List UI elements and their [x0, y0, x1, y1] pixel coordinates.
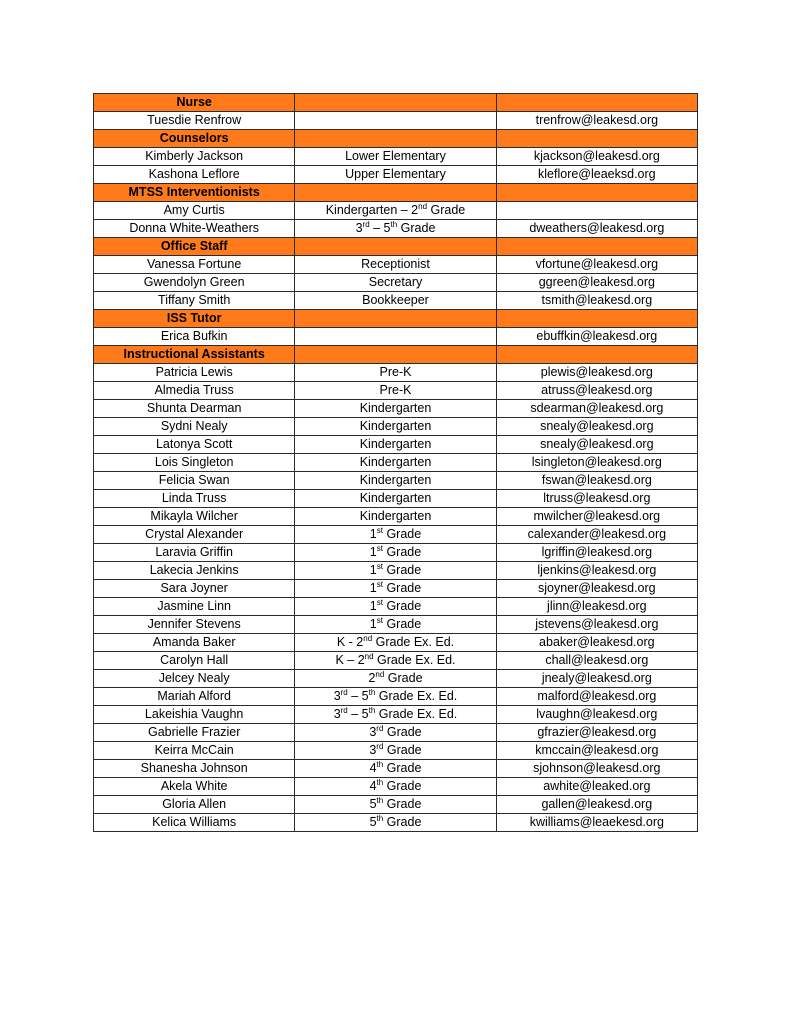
staff-role-cell: Secretary — [295, 274, 496, 292]
staff-role-cell: 1st Grade — [295, 598, 496, 616]
staff-name-cell: Crystal Alexander — [94, 526, 295, 544]
staff-email-cell: jlinn@leakesd.org — [496, 598, 697, 616]
table-row — [94, 418, 698, 436]
staff-role-cell: K - 2nd Grade Ex. Ed. — [295, 634, 496, 652]
staff-role-cell: 5th Grade — [295, 814, 496, 832]
staff-email-cell: abaker@leakesd.org — [496, 634, 697, 652]
table-row — [94, 724, 698, 742]
staff-name-cell: Vanessa Fortune — [94, 256, 295, 274]
ordinal-suffix: th — [368, 705, 376, 715]
table-row — [94, 382, 698, 400]
ordinal-suffix: rd — [340, 687, 348, 697]
ordinal-suffix: rd — [376, 741, 384, 751]
section-title: Instructional Assistants — [94, 346, 295, 364]
section-blank-cell — [496, 346, 697, 364]
staff-name-cell: Jasmine Linn — [94, 598, 295, 616]
staff-email-cell: lsingleton@leakesd.org — [496, 454, 697, 472]
staff-email-cell: snealy@leakesd.org — [496, 418, 697, 436]
ordinal-suffix: nd — [418, 201, 428, 211]
table-row — [94, 166, 698, 184]
staff-role-cell: Kindergarten — [295, 454, 496, 472]
staff-name-cell: Jelcey Nealy — [94, 670, 295, 688]
staff-name-cell: Lakecia Jenkins — [94, 562, 295, 580]
table-row — [94, 400, 698, 418]
ordinal-suffix: rd — [376, 723, 384, 733]
staff-role-cell: 2nd Grade — [295, 670, 496, 688]
staff-name-cell: Erica Bufkin — [94, 328, 295, 346]
staff-email-cell: dweathers@leakesd.org — [496, 220, 697, 238]
section-blank-cell — [496, 94, 697, 112]
staff-email-cell: plewis@leakesd.org — [496, 364, 697, 382]
staff-role-cell: 1st Grade — [295, 562, 496, 580]
section-title: Counselors — [94, 130, 295, 148]
ordinal-suffix: th — [376, 759, 384, 769]
staff-name-cell: Shunta Dearman — [94, 400, 295, 418]
staff-name-cell: Shanesha Johnson — [94, 760, 295, 778]
staff-name-cell: Gwendolyn Green — [94, 274, 295, 292]
ordinal-suffix: th — [376, 777, 384, 787]
ordinal-suffix: st — [376, 579, 383, 589]
staff-name-cell: Amanda Baker — [94, 634, 295, 652]
staff-role-cell: 1st Grade — [295, 616, 496, 634]
section-title: ISS Tutor — [94, 310, 295, 328]
table-row — [94, 292, 698, 310]
table-row — [94, 616, 698, 634]
staff-role-cell: Kindergarten — [295, 508, 496, 526]
staff-name-cell: Donna White-Weathers — [94, 220, 295, 238]
staff-role-cell: K – 2nd Grade Ex. Ed. — [295, 652, 496, 670]
ordinal-suffix: nd — [364, 651, 374, 661]
staff-name-cell: Carolyn Hall — [94, 652, 295, 670]
ordinal-suffix: nd — [375, 669, 385, 679]
table-row — [94, 778, 698, 796]
table-row — [94, 562, 698, 580]
ordinal-suffix: th — [368, 687, 376, 697]
table-row — [94, 742, 698, 760]
staff-name-cell: Mikayla Wilcher — [94, 508, 295, 526]
section-title: Office Staff — [94, 238, 295, 256]
staff-email-cell: trenfrow@leakesd.org — [496, 112, 697, 130]
table-row — [94, 256, 698, 274]
staff-table-body — [94, 94, 698, 832]
staff-name-cell: Kimberly Jackson — [94, 148, 295, 166]
staff-role-cell: Kindergarten — [295, 400, 496, 418]
staff-role-cell: 1st Grade — [295, 580, 496, 598]
section-blank-cell — [496, 184, 697, 202]
staff-role-cell: 4th Grade — [295, 778, 496, 796]
staff-email-cell: lgriffin@leakesd.org — [496, 544, 697, 562]
staff-name-cell: Gabrielle Frazier — [94, 724, 295, 742]
staff-role-cell: Kindergarten — [295, 490, 496, 508]
staff-name-cell: Lakeishia Vaughn — [94, 706, 295, 724]
staff-role-cell: 3rd Grade — [295, 724, 496, 742]
table-row — [94, 814, 698, 832]
table-row — [94, 652, 698, 670]
ordinal-suffix: th — [390, 219, 398, 229]
staff-name-cell: Keirra McCain — [94, 742, 295, 760]
ordinal-suffix: st — [376, 597, 383, 607]
staff-email-cell: vfortune@leakesd.org — [496, 256, 697, 274]
table-row — [94, 472, 698, 490]
table-row — [94, 328, 698, 346]
table-row — [94, 526, 698, 544]
staff-role-cell: 3rd – 5th Grade — [295, 220, 496, 238]
table-row — [94, 580, 698, 598]
section-blank-cell — [295, 130, 496, 148]
staff-email-cell: sdearman@leakesd.org — [496, 400, 697, 418]
staff-email-cell: sjoyner@leakesd.org — [496, 580, 697, 598]
table-row — [94, 220, 698, 238]
staff-name-cell: Lois Singleton — [94, 454, 295, 472]
staff-name-cell: Linda Truss — [94, 490, 295, 508]
table-row — [94, 454, 698, 472]
staff-role-cell: Kindergarten — [295, 472, 496, 490]
staff-role-cell: 3rd Grade — [295, 742, 496, 760]
section-title: MTSS Interventionists — [94, 184, 295, 202]
staff-email-cell: gfrazier@leakesd.org — [496, 724, 697, 742]
section-blank-cell — [295, 346, 496, 364]
staff-email-cell: kleflore@leaeksd.org — [496, 166, 697, 184]
section-blank-cell — [496, 310, 697, 328]
staff-email-cell: ltruss@leakesd.org — [496, 490, 697, 508]
table-row — [94, 364, 698, 382]
staff-email-cell: chall@leakesd.org — [496, 652, 697, 670]
table-row — [94, 112, 698, 130]
staff-name-cell: Gloria Allen — [94, 796, 295, 814]
staff-role-cell: Upper Elementary — [295, 166, 496, 184]
staff-name-cell: Jennifer Stevens — [94, 616, 295, 634]
staff-email-cell: fswan@leakesd.org — [496, 472, 697, 490]
table-row — [94, 544, 698, 562]
staff-email-cell: ljenkins@leakesd.org — [496, 562, 697, 580]
staff-name-cell: Sara Joyner — [94, 580, 295, 598]
ordinal-suffix: rd — [340, 705, 348, 715]
staff-email-cell: kjackson@leakesd.org — [496, 148, 697, 166]
table-row — [94, 490, 698, 508]
ordinal-suffix: th — [376, 813, 384, 823]
section-header-counselors — [94, 130, 698, 148]
staff-role-cell: Kindergarten — [295, 418, 496, 436]
section-blank-cell — [496, 238, 697, 256]
section-blank-cell — [295, 310, 496, 328]
staff-name-cell: Felicia Swan — [94, 472, 295, 490]
staff-email-cell — [496, 202, 697, 220]
staff-email-cell: awhite@leaked.org — [496, 778, 697, 796]
table-row — [94, 598, 698, 616]
table-row — [94, 670, 698, 688]
staff-name-cell: Kelica Williams — [94, 814, 295, 832]
staff-role-cell: Kindergarten — [295, 436, 496, 454]
staff-name-cell: Mariah Alford — [94, 688, 295, 706]
staff-role-cell: Pre-K — [295, 382, 496, 400]
table-row — [94, 706, 698, 724]
staff-name-cell: Sydni Nealy — [94, 418, 295, 436]
staff-name-cell: Akela White — [94, 778, 295, 796]
staff-name-cell: Almedia Truss — [94, 382, 295, 400]
staff-email-cell: kwilliams@leaekesd.org — [496, 814, 697, 832]
staff-role-cell — [295, 112, 496, 130]
staff-role-cell: Receptionist — [295, 256, 496, 274]
staff-directory-table — [93, 93, 698, 832]
section-blank-cell — [295, 94, 496, 112]
table-row — [94, 202, 698, 220]
staff-email-cell: ebuffkin@leakesd.org — [496, 328, 697, 346]
staff-role-cell: Lower Elementary — [295, 148, 496, 166]
staff-name-cell: Latonya Scott — [94, 436, 295, 454]
staff-name-cell: Tiffany Smith — [94, 292, 295, 310]
table-row — [94, 634, 698, 652]
staff-role-cell: 3rd – 5th Grade Ex. Ed. — [295, 688, 496, 706]
staff-email-cell: jnealy@leakesd.org — [496, 670, 697, 688]
table-row — [94, 688, 698, 706]
staff-role-cell: Kindergarten – 2nd Grade — [295, 202, 496, 220]
ordinal-suffix: rd — [362, 219, 370, 229]
staff-name-cell: Kashona Leflore — [94, 166, 295, 184]
staff-role-cell: 5th Grade — [295, 796, 496, 814]
section-header-iss-tutor — [94, 310, 698, 328]
staff-email-cell: mwilcher@leakesd.org — [496, 508, 697, 526]
staff-role-cell: 1st Grade — [295, 544, 496, 562]
staff-email-cell: gallen@leakesd.org — [496, 796, 697, 814]
section-header-office-staff — [94, 238, 698, 256]
staff-role-cell: Bookkeeper — [295, 292, 496, 310]
staff-role-cell: 4th Grade — [295, 760, 496, 778]
ordinal-suffix: st — [376, 525, 383, 535]
staff-name-cell: Amy Curtis — [94, 202, 295, 220]
staff-email-cell: jstevens@leakesd.org — [496, 616, 697, 634]
staff-email-cell: lvaughn@leakesd.org — [496, 706, 697, 724]
staff-name-cell: Tuesdie Renfrow — [94, 112, 295, 130]
staff-email-cell: atruss@leakesd.org — [496, 382, 697, 400]
ordinal-suffix: th — [376, 795, 384, 805]
table-row — [94, 760, 698, 778]
table-row — [94, 436, 698, 454]
section-header-mtss-interventionists — [94, 184, 698, 202]
staff-role-cell: 1st Grade — [295, 526, 496, 544]
staff-role-cell: 3rd – 5th Grade Ex. Ed. — [295, 706, 496, 724]
table-row — [94, 274, 698, 292]
section-title: Nurse — [94, 94, 295, 112]
staff-email-cell: tsmith@leakesd.org — [496, 292, 697, 310]
section-blank-cell — [295, 238, 496, 256]
staff-email-cell: snealy@leakesd.org — [496, 436, 697, 454]
staff-email-cell: ggreen@leakesd.org — [496, 274, 697, 292]
staff-name-cell: Laravia Griffin — [94, 544, 295, 562]
staff-role-cell: Pre-K — [295, 364, 496, 382]
table-row — [94, 796, 698, 814]
staff-email-cell: kmccain@leakesd.org — [496, 742, 697, 760]
ordinal-suffix: st — [376, 615, 383, 625]
table-row — [94, 508, 698, 526]
staff-email-cell: malford@leakesd.org — [496, 688, 697, 706]
staff-name-cell: Patricia Lewis — [94, 364, 295, 382]
section-header-instructional-assistants — [94, 346, 698, 364]
table-row — [94, 148, 698, 166]
staff-email-cell: sjohnson@leakesd.org — [496, 760, 697, 778]
ordinal-suffix: nd — [363, 633, 373, 643]
section-header-nurse — [94, 94, 698, 112]
ordinal-suffix: st — [376, 561, 383, 571]
ordinal-suffix: st — [376, 543, 383, 553]
section-blank-cell — [496, 130, 697, 148]
staff-email-cell: calexander@leakesd.org — [496, 526, 697, 544]
staff-role-cell — [295, 328, 496, 346]
section-blank-cell — [295, 184, 496, 202]
